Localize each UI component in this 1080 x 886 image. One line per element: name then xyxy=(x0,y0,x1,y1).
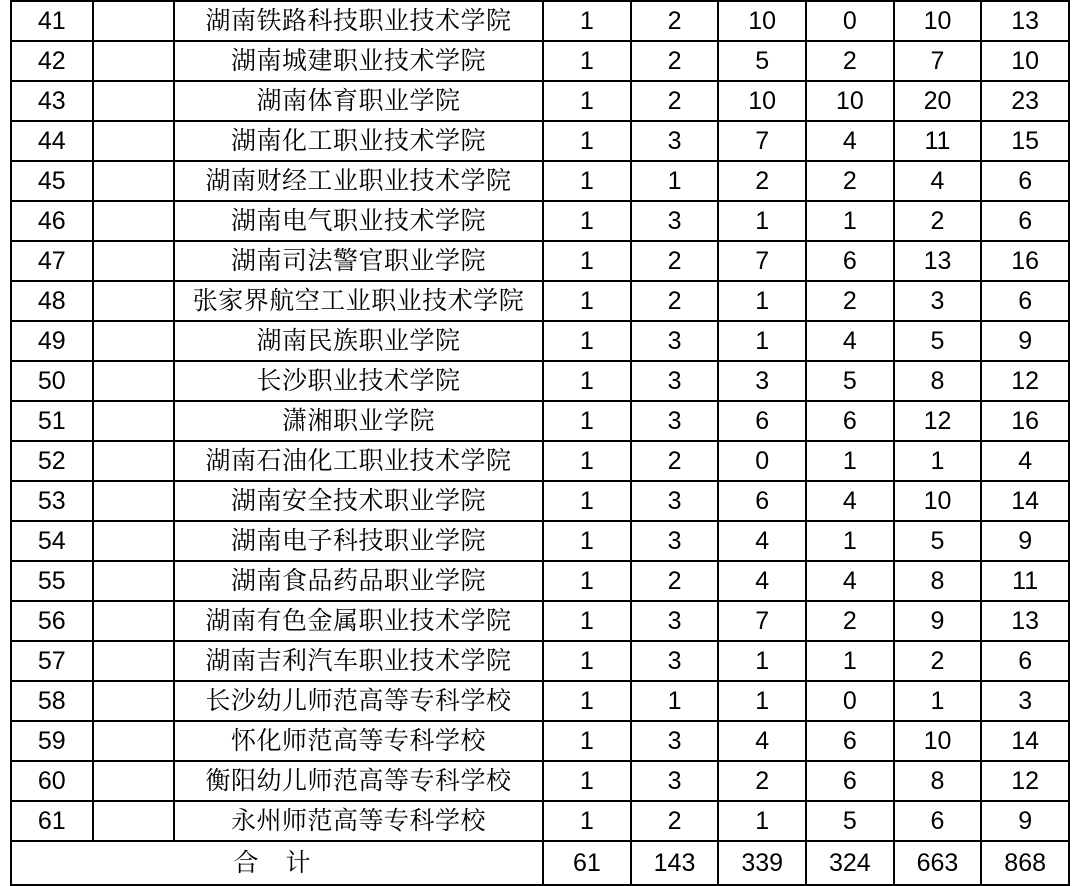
value-cell-1: 1 xyxy=(543,441,631,481)
school-name: 潇湘职业学院 xyxy=(174,401,543,441)
value-cell-5: 9 xyxy=(894,601,982,641)
value-cell-1: 1 xyxy=(543,561,631,601)
value-cell-2: 2 xyxy=(631,441,719,481)
value-cell-2: 2 xyxy=(631,801,719,841)
value-cell-1: 1 xyxy=(543,41,631,81)
total-value-6: 868 xyxy=(981,841,1069,885)
row-index: 43 xyxy=(11,81,93,121)
row-blank-cell xyxy=(93,601,175,641)
value-cell-6: 9 xyxy=(981,521,1069,561)
value-cell-2: 3 xyxy=(631,401,719,441)
value-cell-5: 1 xyxy=(894,681,982,721)
value-cell-3: 1 xyxy=(718,281,806,321)
row-blank-cell xyxy=(93,561,175,601)
total-value-5: 663 xyxy=(894,841,982,885)
value-cell-2: 2 xyxy=(631,81,719,121)
value-cell-2: 3 xyxy=(631,721,719,761)
school-name: 湖南铁路科技职业技术学院 xyxy=(174,1,543,41)
value-cell-1: 1 xyxy=(543,681,631,721)
value-cell-3: 7 xyxy=(718,121,806,161)
value-cell-5: 2 xyxy=(894,641,982,681)
row-blank-cell xyxy=(93,481,175,521)
value-cell-2: 3 xyxy=(631,481,719,521)
value-cell-3: 1 xyxy=(718,321,806,361)
value-cell-5: 7 xyxy=(894,41,982,81)
row-blank-cell xyxy=(93,41,175,81)
school-name: 湖南石油化工职业技术学院 xyxy=(174,441,543,481)
value-cell-3: 1 xyxy=(718,641,806,681)
value-cell-6: 11 xyxy=(981,561,1069,601)
school-name: 湖南食品药品职业学院 xyxy=(174,561,543,601)
table-row xyxy=(11,721,1069,761)
value-cell-4: 4 xyxy=(806,121,894,161)
school-name: 湖南司法警官职业学院 xyxy=(174,241,543,281)
value-cell-2: 3 xyxy=(631,601,719,641)
row-blank-cell xyxy=(93,641,175,681)
table-row xyxy=(11,321,1069,361)
value-cell-3: 6 xyxy=(718,481,806,521)
table-row xyxy=(11,761,1069,801)
value-cell-4: 2 xyxy=(806,601,894,641)
value-cell-1: 1 xyxy=(543,641,631,681)
value-cell-5: 20 xyxy=(894,81,982,121)
value-cell-2: 3 xyxy=(631,521,719,561)
value-cell-6: 4 xyxy=(981,441,1069,481)
school-name: 湖南吉利汽车职业技术学院 xyxy=(174,641,543,681)
row-index: 50 xyxy=(11,361,93,401)
value-cell-6: 15 xyxy=(981,121,1069,161)
value-cell-2: 3 xyxy=(631,761,719,801)
row-index: 41 xyxy=(11,1,93,41)
value-cell-4: 4 xyxy=(806,321,894,361)
value-cell-6: 6 xyxy=(981,201,1069,241)
school-name: 湖南财经工业职业技术学院 xyxy=(174,161,543,201)
table-row xyxy=(11,81,1069,121)
value-cell-5: 12 xyxy=(894,401,982,441)
row-index: 59 xyxy=(11,721,93,761)
row-index: 53 xyxy=(11,481,93,521)
value-cell-4: 5 xyxy=(806,801,894,841)
table-row xyxy=(11,641,1069,681)
row-index: 55 xyxy=(11,561,93,601)
table-row xyxy=(11,201,1069,241)
value-cell-4: 0 xyxy=(806,1,894,41)
value-cell-6: 12 xyxy=(981,361,1069,401)
value-cell-1: 1 xyxy=(543,161,631,201)
value-cell-3: 0 xyxy=(718,441,806,481)
value-cell-6: 10 xyxy=(981,41,1069,81)
row-blank-cell xyxy=(93,161,175,201)
value-cell-1: 1 xyxy=(543,121,631,161)
table-row xyxy=(11,241,1069,281)
row-blank-cell xyxy=(93,761,175,801)
school-name: 长沙职业技术学院 xyxy=(174,361,543,401)
value-cell-2: 3 xyxy=(631,361,719,401)
value-cell-1: 1 xyxy=(543,481,631,521)
value-cell-4: 1 xyxy=(806,441,894,481)
table-row xyxy=(11,41,1069,81)
value-cell-1: 1 xyxy=(543,321,631,361)
row-blank-cell xyxy=(93,81,175,121)
table-row xyxy=(11,161,1069,201)
value-cell-6: 13 xyxy=(981,601,1069,641)
value-cell-2: 2 xyxy=(631,281,719,321)
value-cell-4: 1 xyxy=(806,641,894,681)
table-row xyxy=(11,1,1069,41)
row-index: 60 xyxy=(11,761,93,801)
value-cell-5: 10 xyxy=(894,1,982,41)
value-cell-5: 8 xyxy=(894,761,982,801)
value-cell-6: 23 xyxy=(981,81,1069,121)
value-cell-5: 3 xyxy=(894,281,982,321)
value-cell-3: 4 xyxy=(718,721,806,761)
value-cell-2: 1 xyxy=(631,681,719,721)
school-name: 湖南电气职业技术学院 xyxy=(174,201,543,241)
row-blank-cell xyxy=(93,521,175,561)
value-cell-6: 13 xyxy=(981,1,1069,41)
value-cell-6: 16 xyxy=(981,401,1069,441)
value-cell-3: 10 xyxy=(718,1,806,41)
row-blank-cell xyxy=(93,401,175,441)
value-cell-4: 0 xyxy=(806,681,894,721)
value-cell-3: 1 xyxy=(718,201,806,241)
value-cell-4: 6 xyxy=(806,241,894,281)
school-name: 张家界航空工业职业技术学院 xyxy=(174,281,543,321)
value-cell-1: 1 xyxy=(543,761,631,801)
value-cell-1: 1 xyxy=(543,601,631,641)
table-row xyxy=(11,121,1069,161)
total-row xyxy=(11,841,1069,885)
school-name: 湖南民族职业学院 xyxy=(174,321,543,361)
row-index: 58 xyxy=(11,681,93,721)
table-row xyxy=(11,281,1069,321)
row-blank-cell xyxy=(93,121,175,161)
row-index: 54 xyxy=(11,521,93,561)
school-name: 湖南化工职业技术学院 xyxy=(174,121,543,161)
table-row xyxy=(11,361,1069,401)
value-cell-6: 3 xyxy=(981,681,1069,721)
value-cell-4: 6 xyxy=(806,761,894,801)
school-name: 湖南体育职业学院 xyxy=(174,81,543,121)
value-cell-3: 1 xyxy=(718,801,806,841)
value-cell-3: 10 xyxy=(718,81,806,121)
school-name: 湖南安全技术职业学院 xyxy=(174,481,543,521)
row-blank-cell xyxy=(93,721,175,761)
value-cell-2: 2 xyxy=(631,1,719,41)
school-name: 湖南有色金属职业技术学院 xyxy=(174,601,543,641)
row-blank-cell xyxy=(93,361,175,401)
value-cell-3: 7 xyxy=(718,601,806,641)
value-cell-3: 1 xyxy=(718,681,806,721)
row-index: 49 xyxy=(11,321,93,361)
table-row xyxy=(11,481,1069,521)
value-cell-6: 6 xyxy=(981,641,1069,681)
row-index: 61 xyxy=(11,801,93,841)
value-cell-6: 9 xyxy=(981,321,1069,361)
table-row xyxy=(11,441,1069,481)
value-cell-4: 4 xyxy=(806,481,894,521)
value-cell-2: 2 xyxy=(631,561,719,601)
row-index: 42 xyxy=(11,41,93,81)
value-cell-5: 6 xyxy=(894,801,982,841)
value-cell-4: 2 xyxy=(806,41,894,81)
school-name: 湖南电子科技职业学院 xyxy=(174,521,543,561)
row-blank-cell xyxy=(93,681,175,721)
value-cell-3: 7 xyxy=(718,241,806,281)
table-row xyxy=(11,601,1069,641)
value-cell-3: 2 xyxy=(718,161,806,201)
total-value-3: 339 xyxy=(718,841,806,885)
value-cell-5: 8 xyxy=(894,561,982,601)
row-index: 45 xyxy=(11,161,93,201)
table-body xyxy=(11,1,1069,885)
value-cell-6: 6 xyxy=(981,281,1069,321)
value-cell-1: 1 xyxy=(543,721,631,761)
value-cell-1: 1 xyxy=(543,201,631,241)
row-index: 48 xyxy=(11,281,93,321)
value-cell-1: 1 xyxy=(543,361,631,401)
total-value-2: 143 xyxy=(631,841,719,885)
value-cell-4: 5 xyxy=(806,361,894,401)
value-cell-4: 10 xyxy=(806,81,894,121)
row-blank-cell xyxy=(93,321,175,361)
value-cell-2: 3 xyxy=(631,201,719,241)
value-cell-5: 5 xyxy=(894,521,982,561)
value-cell-3: 3 xyxy=(718,361,806,401)
school-name: 衡阳幼儿师范高等专科学校 xyxy=(174,761,543,801)
school-awards-table xyxy=(10,0,1070,886)
value-cell-6: 16 xyxy=(981,241,1069,281)
value-cell-6: 6 xyxy=(981,161,1069,201)
table-row xyxy=(11,561,1069,601)
row-index: 56 xyxy=(11,601,93,641)
row-index: 47 xyxy=(11,241,93,281)
value-cell-4: 2 xyxy=(806,161,894,201)
value-cell-3: 5 xyxy=(718,41,806,81)
value-cell-4: 1 xyxy=(806,521,894,561)
school-name: 永州师范高等专科学校 xyxy=(174,801,543,841)
row-blank-cell xyxy=(93,201,175,241)
value-cell-5: 8 xyxy=(894,361,982,401)
value-cell-3: 4 xyxy=(718,561,806,601)
value-cell-1: 1 xyxy=(543,241,631,281)
value-cell-2: 3 xyxy=(631,641,719,681)
value-cell-5: 5 xyxy=(894,321,982,361)
value-cell-6: 12 xyxy=(981,761,1069,801)
value-cell-5: 10 xyxy=(894,721,982,761)
row-blank-cell xyxy=(93,441,175,481)
value-cell-5: 13 xyxy=(894,241,982,281)
value-cell-6: 14 xyxy=(981,721,1069,761)
total-value-4: 324 xyxy=(806,841,894,885)
row-index: 57 xyxy=(11,641,93,681)
total-value-1: 61 xyxy=(543,841,631,885)
value-cell-1: 1 xyxy=(543,401,631,441)
value-cell-6: 14 xyxy=(981,481,1069,521)
row-blank-cell xyxy=(93,1,175,41)
value-cell-3: 2 xyxy=(718,761,806,801)
school-name: 长沙幼儿师范高等专科学校 xyxy=(174,681,543,721)
value-cell-3: 4 xyxy=(718,521,806,561)
value-cell-5: 4 xyxy=(894,161,982,201)
value-cell-3: 6 xyxy=(718,401,806,441)
value-cell-5: 1 xyxy=(894,441,982,481)
value-cell-2: 2 xyxy=(631,41,719,81)
value-cell-1: 1 xyxy=(543,81,631,121)
value-cell-1: 1 xyxy=(543,521,631,561)
school-name: 湖南城建职业技术学院 xyxy=(174,41,543,81)
table-row xyxy=(11,681,1069,721)
row-blank-cell xyxy=(93,241,175,281)
value-cell-4: 2 xyxy=(806,281,894,321)
value-cell-2: 1 xyxy=(631,161,719,201)
value-cell-1: 1 xyxy=(543,801,631,841)
row-blank-cell xyxy=(93,281,175,321)
value-cell-4: 1 xyxy=(806,201,894,241)
value-cell-5: 2 xyxy=(894,201,982,241)
school-name: 怀化师范高等专科学校 xyxy=(174,721,543,761)
value-cell-4: 6 xyxy=(806,401,894,441)
table-row xyxy=(11,801,1069,841)
value-cell-4: 4 xyxy=(806,561,894,601)
value-cell-4: 6 xyxy=(806,721,894,761)
value-cell-1: 1 xyxy=(543,281,631,321)
table-row xyxy=(11,401,1069,441)
value-cell-5: 10 xyxy=(894,481,982,521)
total-label: 合 计 xyxy=(11,841,543,885)
value-cell-2: 3 xyxy=(631,121,719,161)
value-cell-2: 2 xyxy=(631,241,719,281)
row-index: 46 xyxy=(11,201,93,241)
value-cell-6: 9 xyxy=(981,801,1069,841)
value-cell-5: 11 xyxy=(894,121,982,161)
value-cell-2: 3 xyxy=(631,321,719,361)
row-index: 44 xyxy=(11,121,93,161)
table-row xyxy=(11,521,1069,561)
row-index: 51 xyxy=(11,401,93,441)
value-cell-1: 1 xyxy=(543,1,631,41)
row-index: 52 xyxy=(11,441,93,481)
row-blank-cell xyxy=(93,801,175,841)
